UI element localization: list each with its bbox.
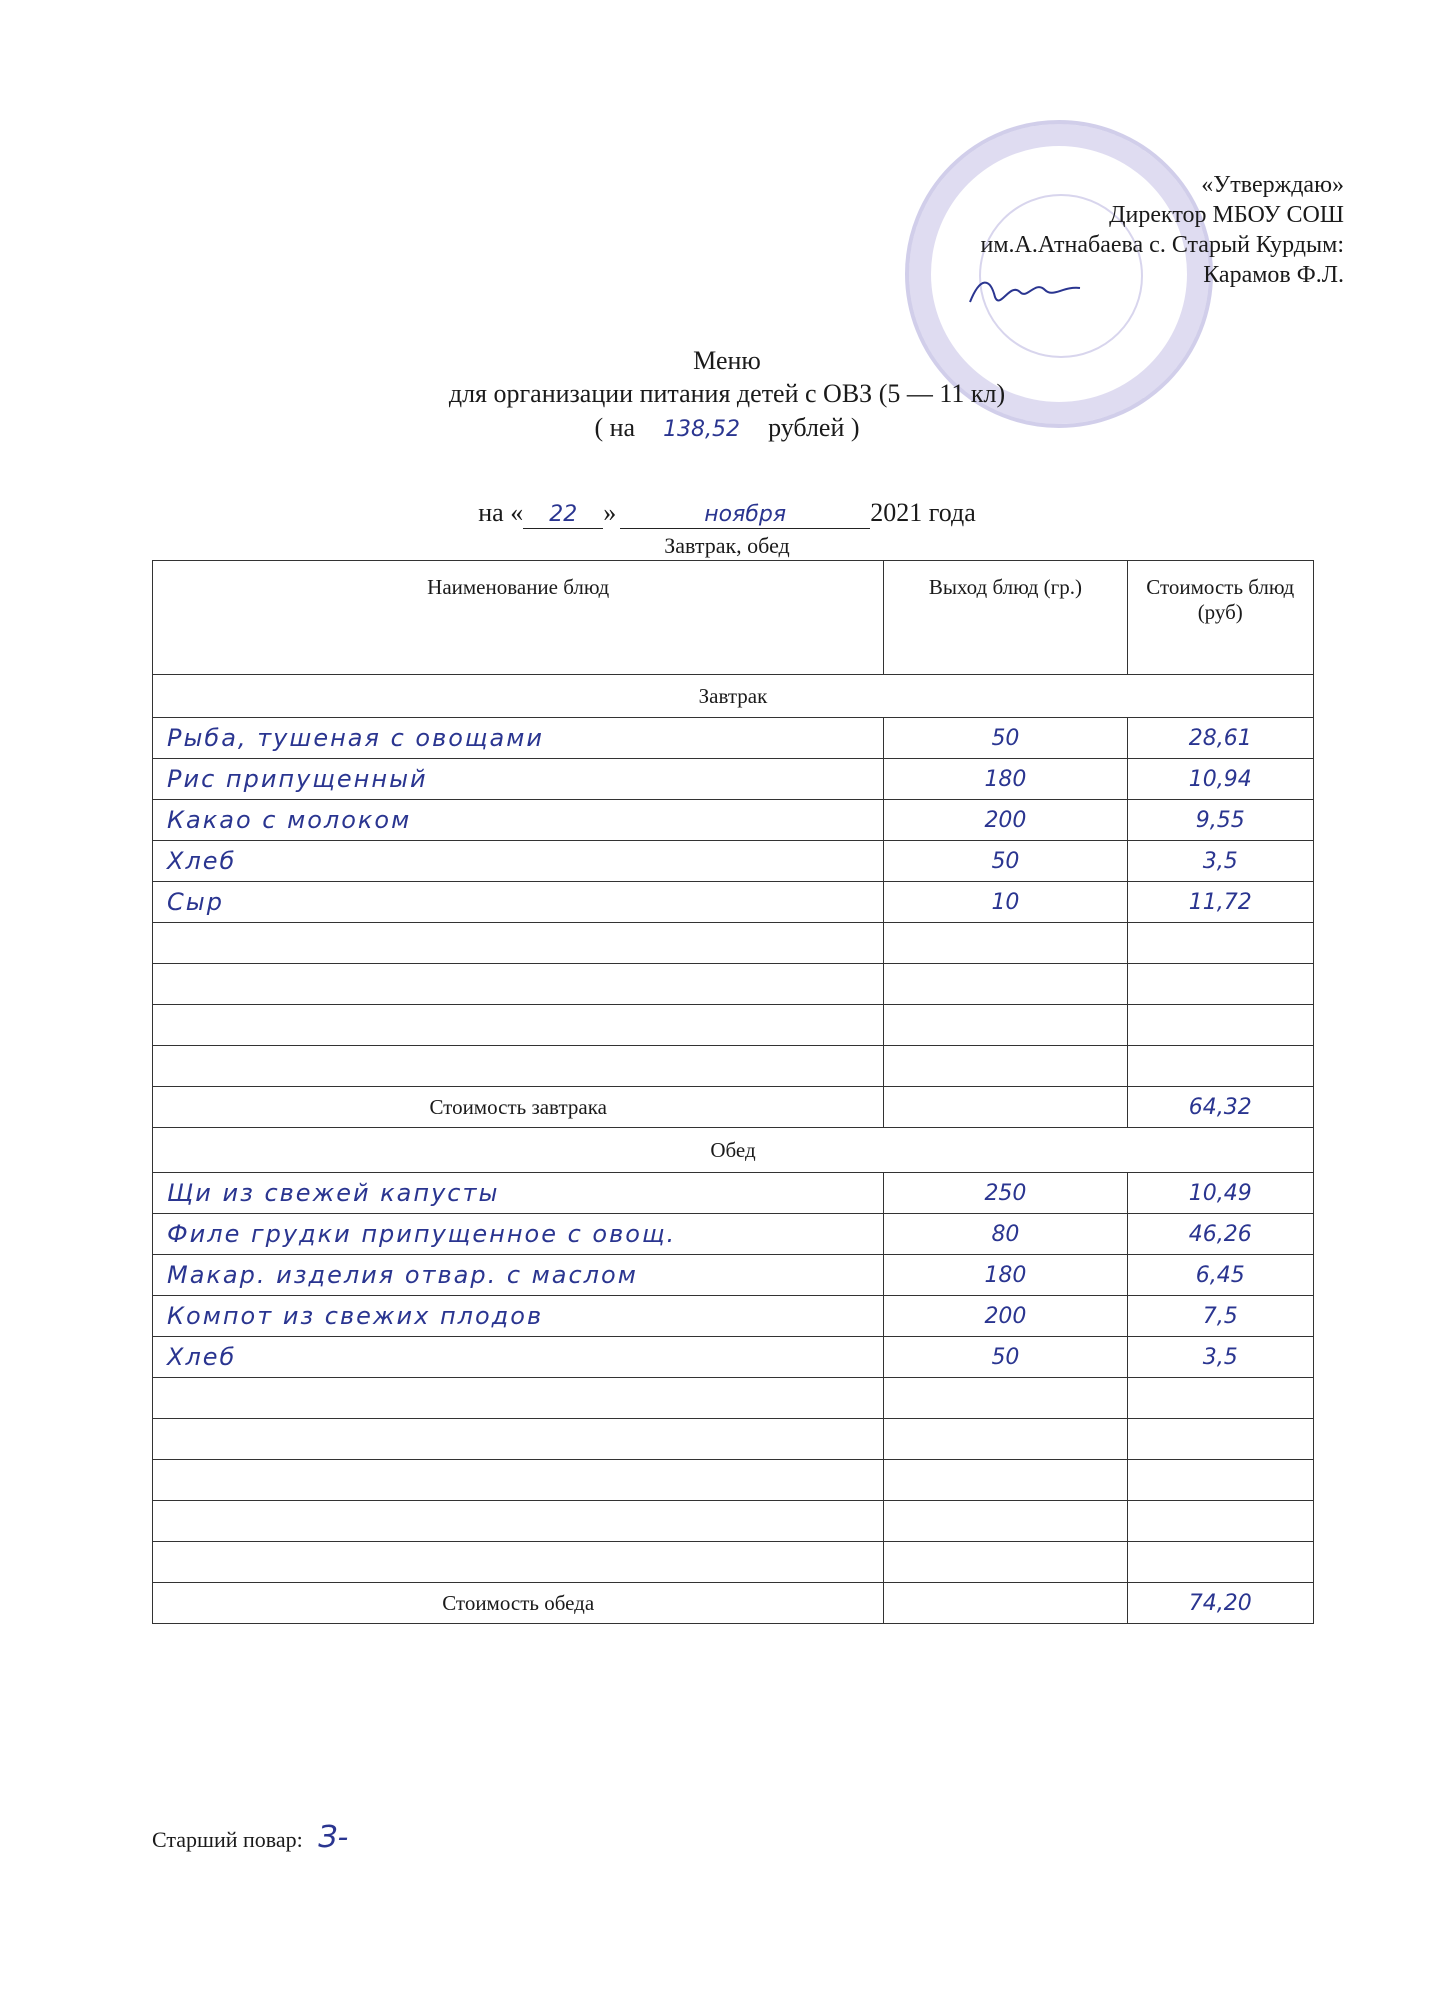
approval-line-2: Директор МБОУ СОШ — [1109, 202, 1344, 228]
dish-yield: 50 — [884, 1337, 1127, 1378]
dish-cost: 7,5 — [1127, 1296, 1313, 1337]
dish-yield: 180 — [884, 759, 1127, 800]
dish-name: Рис припущенный — [153, 759, 884, 800]
table-row — [153, 882, 1314, 923]
dish-yield: 200 — [884, 800, 1127, 841]
empty-row — [153, 1046, 1314, 1087]
empty-row — [153, 1419, 1314, 1460]
dish-yield: 10 — [884, 882, 1127, 923]
dish-name: Филе грудки припущенное с овощ. — [153, 1214, 884, 1255]
approval-line-4: Карамов Ф.Л. — [1203, 262, 1344, 288]
document-subtitle: для организации питания детей с ОВЗ (5 — 11 кл) — [448, 379, 1006, 408]
date-line — [0, 497, 1454, 529]
dish-cost: 28,61 — [1127, 718, 1313, 759]
price-prefix: ( на — [594, 413, 636, 442]
empty-row — [153, 923, 1314, 964]
table-row — [153, 1214, 1314, 1255]
price-value: 138,52 — [663, 417, 741, 442]
lunch-total-row — [153, 1583, 1314, 1624]
table-row — [153, 1255, 1314, 1296]
dish-name: Рыба, тушеная с овощами — [153, 718, 884, 759]
dish-cost: 46,26 — [1127, 1214, 1313, 1255]
dish-cost: 10,49 — [1127, 1173, 1313, 1214]
table-row — [153, 1337, 1314, 1378]
date-month: ноября — [704, 502, 787, 527]
empty-row — [153, 1542, 1314, 1583]
lunch-total-value: 74,20 — [1127, 1583, 1313, 1624]
table-header-row — [153, 561, 1314, 675]
dish-yield: 50 — [884, 841, 1127, 882]
empty-row — [153, 1005, 1314, 1046]
col-name-header: Наименование блюд — [153, 561, 884, 675]
dish-name: Компот из свежих плодов — [153, 1296, 884, 1337]
dish-name: Хлеб — [153, 841, 884, 882]
dish-cost: 9,55 — [1127, 800, 1313, 841]
empty-row — [153, 1378, 1314, 1419]
dish-cost: 6,45 — [1127, 1255, 1313, 1296]
chef-label: Старший повар: — [152, 1827, 303, 1852]
dish-name: Хлеб — [153, 1337, 884, 1378]
approval-line-1: «Утверждаю» — [1201, 172, 1344, 198]
chef-signature: З- — [318, 1820, 349, 1855]
dish-name: Макар. изделия отвар. с маслом — [153, 1255, 884, 1296]
dish-name: Какао с молоком — [153, 800, 884, 841]
breakfast-section-label: Завтрак — [153, 675, 1314, 718]
empty-row — [153, 964, 1314, 1005]
empty-row — [153, 1501, 1314, 1542]
breakfast-total-row — [153, 1087, 1314, 1128]
table-row — [153, 841, 1314, 882]
date-prefix: на « — [478, 498, 524, 527]
date-day: 22 — [549, 502, 578, 527]
table-row — [153, 1296, 1314, 1337]
date-mid: » — [603, 498, 617, 527]
price-suffix: рублей ) — [768, 413, 860, 442]
dish-name: Сыр — [153, 882, 884, 923]
date-year: 2021 года — [870, 498, 976, 527]
table-row — [153, 718, 1314, 759]
dish-yield: 180 — [884, 1255, 1127, 1296]
dish-cost: 3,5 — [1127, 841, 1313, 882]
dish-cost: 10,94 — [1127, 759, 1313, 800]
table-row — [153, 759, 1314, 800]
dish-cost: 11,72 — [1127, 882, 1313, 923]
lunch-section-row — [153, 1128, 1314, 1173]
breakfast-total-value: 64,32 — [1127, 1087, 1313, 1128]
col-yield-header: Выход блюд (гр.) — [884, 561, 1127, 675]
dish-yield: 200 — [884, 1296, 1127, 1337]
document-title: Меню — [693, 346, 761, 375]
col-cost-header: Стоимость блюд (руб) — [1127, 561, 1313, 675]
breakfast-section-row — [153, 675, 1314, 718]
approval-line-3: им.А.Атнабаева с. Старый Курдым: — [980, 232, 1344, 258]
meal-types: Завтрак, обед — [664, 533, 790, 558]
empty-row — [153, 1460, 1314, 1501]
director-signature — [965, 272, 1085, 312]
footer — [152, 1820, 348, 1855]
breakfast-total-label: Стоимость завтрака — [153, 1087, 884, 1128]
lunch-total-label: Стоимость обеда — [153, 1583, 884, 1624]
dish-cost: 3,5 — [1127, 1337, 1313, 1378]
price-line — [0, 412, 1454, 444]
dish-name: Щи из свежей капусты — [153, 1173, 884, 1214]
menu-table — [152, 560, 1314, 1624]
table-row — [153, 1173, 1314, 1214]
dish-yield: 80 — [884, 1214, 1127, 1255]
dish-yield: 250 — [884, 1173, 1127, 1214]
lunch-section-label: Обед — [153, 1128, 1314, 1173]
table-row — [153, 800, 1314, 841]
dish-yield: 50 — [884, 718, 1127, 759]
